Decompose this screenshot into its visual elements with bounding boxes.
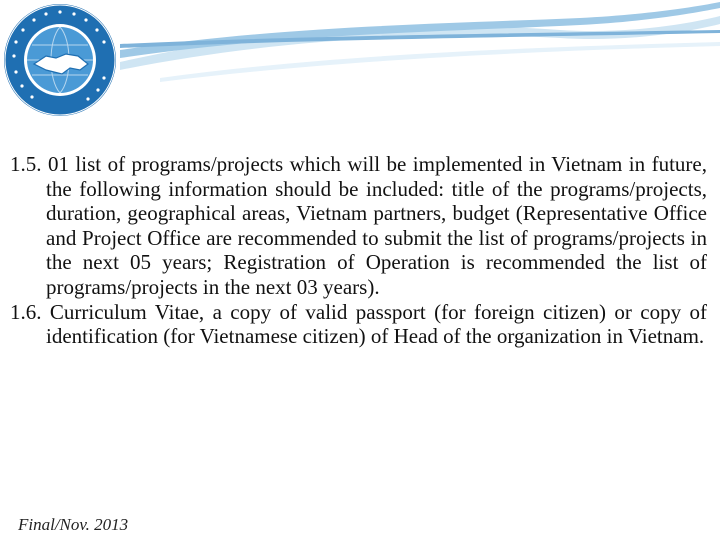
- footer-date: Final/Nov. 2013: [18, 515, 129, 534]
- organization-seal: [0, 0, 120, 120]
- seal-icon: [0, 0, 120, 120]
- list-item-1-6: [10, 300, 707, 349]
- list-item-1-5: [10, 152, 707, 300]
- item-text: 01 list of programs/projects which will be implemented in Vietnam in future, the following information should be included: title of the programs/projects, duration, geographical areas, Vietnam partners, budget (Representative Office and Project Office are recommended to submit the list of programs/projects in the next 05 years; Registration of Operation is recommended the list of programs/projects in the next 03 years).: [46, 152, 707, 299]
- item-number: 1.5.: [10, 152, 42, 176]
- document-body: [10, 152, 707, 349]
- header-banner: [0, 0, 720, 120]
- item-number: 1.6.: [10, 299, 42, 324]
- item-text: Curriculum Vitae, a copy of valid passport (for foreign citizen) or copy of identification (for Vietnamese citizen) of Head of the organization in Vietnam.: [46, 299, 707, 349]
